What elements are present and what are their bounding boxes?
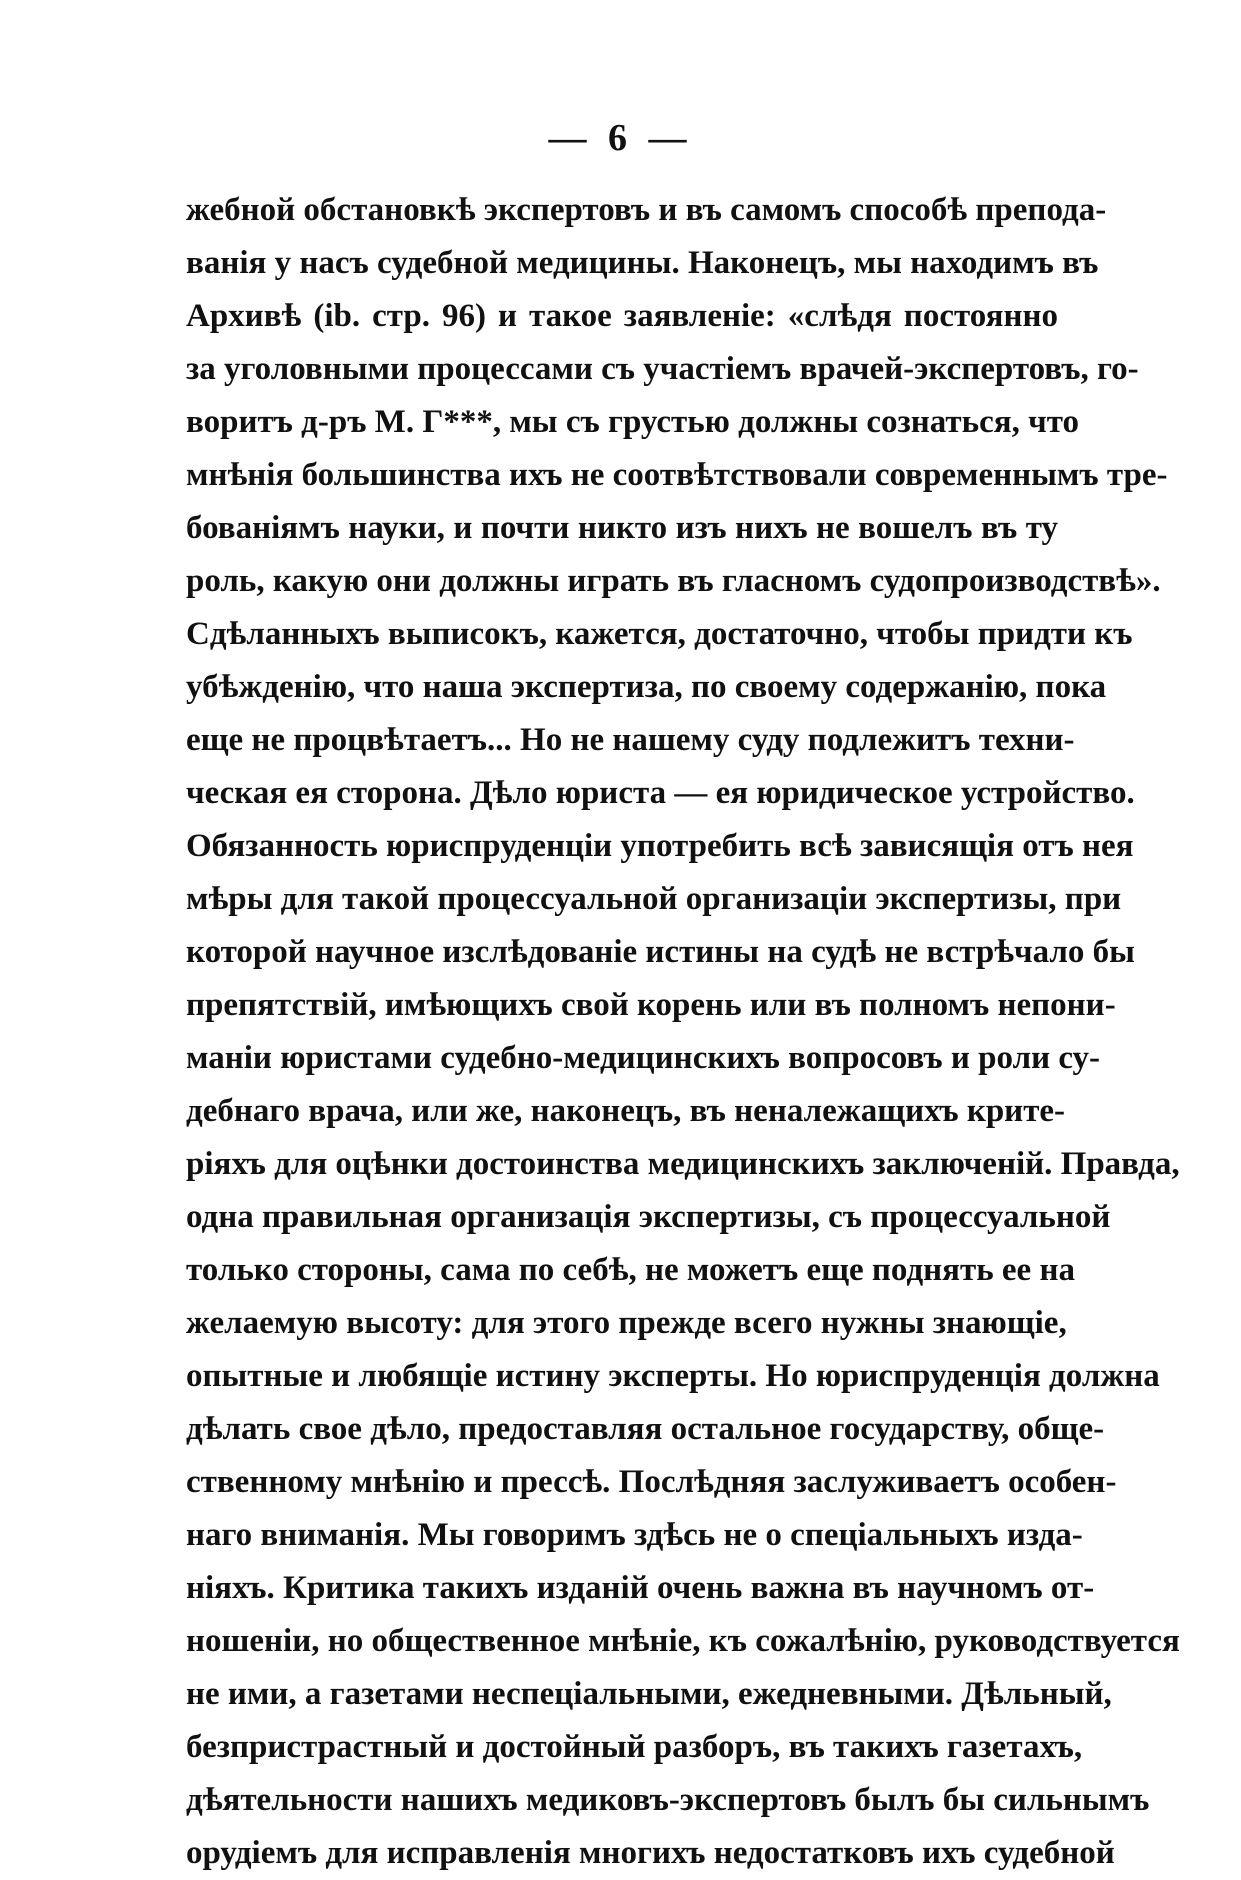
text-line: убѣжденію, что наша экспертиза, по своему содержанію, пока [186, 669, 1107, 705]
text-line: дѣятельности нашихъ медиковъ-экспертовъ былъ бы сильнымъ [186, 1782, 1150, 1818]
text-line: безпристрастный и достойный разборъ, въ такихъ газетахъ, [186, 1729, 1083, 1765]
text-line: воритъ д-ръ М. Г***, мы съ грустью должны сознаться, что [186, 404, 1079, 440]
text-line: ріяхъ для оцѣнки достоинства медицинскихъ заключеній. Правда, [186, 1146, 1180, 1182]
text-line: Обязанность юриспруденціи употребить всѣ зависящія отъ нея [186, 828, 1134, 864]
text-line: препятствій, имѣющихъ свой корень или въ полномъ непони- [186, 987, 1116, 1023]
text-line: мѣры для такой процессуальной организаціи экспертизы, при [186, 881, 1122, 917]
text-line: только стороны, сама по себѣ, не можетъ еще поднять ее на [186, 1252, 1075, 1288]
text-line: Сдѣланныхъ выписокъ, кажется, достаточно, чтобы придти къ [186, 616, 1133, 652]
text-line: наго вниманія. Мы говоримъ здѣсь не о спеціальныхъ изда- [186, 1517, 1083, 1553]
text-line: ношеніи, но общественное мнѣніе, къ сожалѣнію, руководствуется [186, 1623, 1180, 1659]
text-line: орудіемъ для исправленія многихъ недостатковъ ихъ судебной [186, 1835, 1115, 1871]
text-line: одна правильная организація экспертизы, съ процессуальной [186, 1199, 1111, 1235]
text-line: Архивѣ (ib. стр. 96) и такое заявленіе: «слѣдя постоянно [186, 298, 1058, 334]
text-line: мнѣнія большинства ихъ не соотвѣтствовали современнымъ тре- [186, 457, 1168, 493]
text-line: которой научное изслѣдованіе истины на судѣ не встрѣчало бы [186, 934, 1135, 970]
body-text [186, 184, 1180, 1880]
text-line: не ими, а газетами неспеціальными, ежедневными. Дѣльный, [186, 1676, 1112, 1712]
text-line: ніяхъ. Критика такихъ изданій очень важна въ научномъ от- [186, 1570, 1095, 1606]
text-line: жебной обстановкѣ экспертовъ и въ самомъ способѣ препода- [186, 192, 1107, 228]
text-line: желаемую высоту: для этого прежде всего нужны знающіе, [186, 1305, 1067, 1341]
text-line: еще не процвѣтаетъ... Но не нашему суду подлежитъ техни- [186, 722, 1075, 758]
text-line: дебнаго врача, или же, наконецъ, въ неналежащихъ крите- [186, 1093, 1066, 1129]
text-line: за уголовными процессами съ участіемъ врачей-экспертовъ, го- [186, 351, 1139, 387]
text-line: ванія у насъ судебной медицины. Наконецъ, мы находимъ въ [186, 245, 1099, 281]
page-number: — 6 — [548, 117, 693, 159]
text-line: опытные и любящіе истину эксперты. Но юриспруденція должна [186, 1358, 1160, 1394]
text-line: ческая ея сторона. Дѣло юриста — ея юридическое устройство. [186, 775, 1135, 811]
text-line: ственному мнѣнію и прессѣ. Послѣдняя заслуживаетъ особен- [186, 1464, 1117, 1500]
text-line: бованіямъ науки, и почти никто изъ нихъ не вошелъ въ ту [186, 510, 1058, 546]
text-line: дѣлать свое дѣло, предоставляя остальное государству, обще- [186, 1411, 1105, 1447]
text-line: маніи юристами судебно-медицинскихъ вопросовъ и роли су- [186, 1040, 1101, 1076]
text-line: роль, какую они должны играть въ гласномъ судопроизводствѣ». [186, 563, 1161, 599]
